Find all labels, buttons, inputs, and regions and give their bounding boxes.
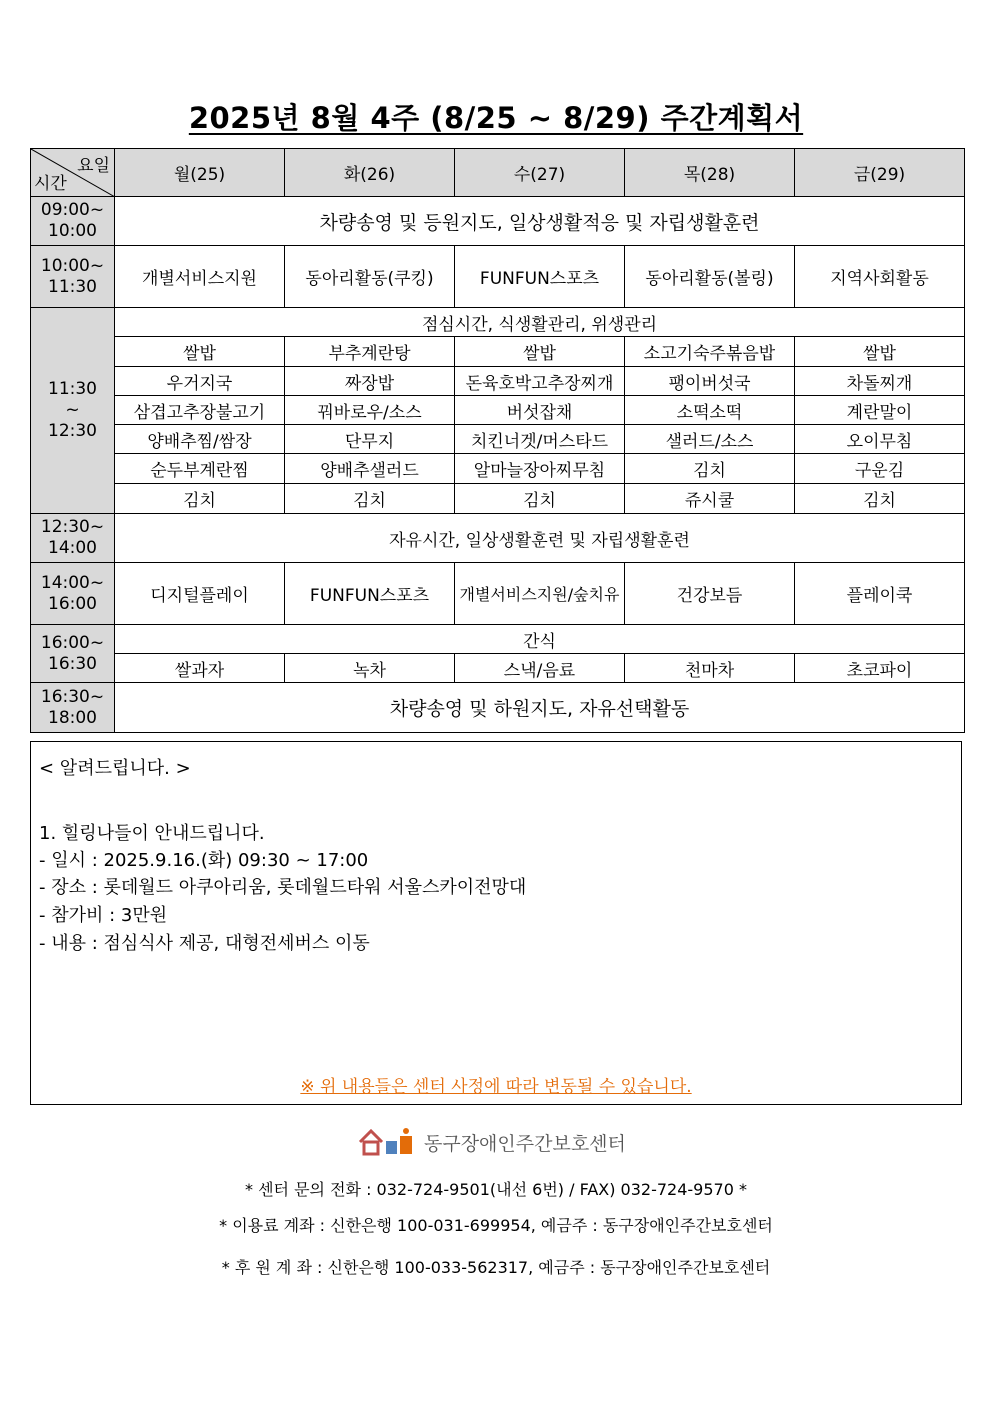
menu-item: 치킨너겟/머스타드: [455, 425, 625, 454]
menu-item: 쌀밥: [455, 337, 625, 367]
activity-cell-tue: FUNFUN스포츠: [285, 563, 455, 625]
menu-item: 돈육호박고추장찌개: [455, 367, 625, 396]
notice-box: [30, 741, 962, 1105]
footer-donation-account: * 후 원 계 좌 : 신한은행 100-033-562317, 예금주 : 동구장애인주간보호센터: [221, 1258, 771, 1277]
menu-row: [31, 425, 965, 454]
day-header-thu: 목(28): [625, 149, 795, 197]
snack-item: 쌀과자: [115, 654, 285, 683]
activity-cell-thu: 동아리활동(볼링): [625, 246, 795, 308]
weekly-plan-table: [30, 148, 965, 733]
menu-item: 샐러드/소스: [625, 425, 795, 454]
activity-merged-cell: 차량송영 및 등원지도, 일상생활적응 및 자립생활훈련: [115, 197, 965, 246]
time-end: 16:00: [48, 593, 97, 614]
menu-item: 팽이버섯국: [625, 367, 795, 396]
footer-fee-account: * 이용료 계좌 : 신한은행 100-031-699954, 예금주 : 동구장애인주간보호센터: [219, 1216, 773, 1235]
corner-header-cell: [31, 149, 115, 197]
day-label: 요일: [77, 156, 110, 176]
row-1230: [31, 514, 965, 563]
snack-heading: 간식: [115, 625, 965, 654]
center-logo: [358, 1127, 626, 1157]
menu-item: 쌀밥: [115, 337, 285, 367]
time-end: 18:00: [48, 707, 97, 728]
time-cell: [31, 246, 115, 308]
menu-item: 김치: [795, 484, 965, 514]
menu-item: 김치: [285, 484, 455, 514]
menu-item: 양배추샐러드: [285, 454, 455, 484]
time-start: 16:30~: [40, 686, 105, 707]
lunch-heading: 점심시간, 식생활관리, 위생관리: [115, 308, 965, 337]
activity-cell-thu: 건강보듬: [625, 563, 795, 625]
time-start: 11:30: [48, 379, 97, 399]
time-start: 16:00~: [40, 632, 105, 653]
activity-cell-fri: 지역사회활동: [795, 246, 965, 308]
header-row: [31, 149, 965, 197]
menu-item: 단무지: [285, 425, 455, 454]
time-cell-snack: [31, 625, 115, 683]
time-end: 11:30: [48, 276, 97, 297]
snack-item: 녹차: [285, 654, 455, 683]
time-start: 10:00~: [40, 255, 105, 276]
notice-line-place: - 장소 : 롯데월드 아쿠아리움, 롯데월드타워 서울스카이전망대: [39, 877, 527, 898]
activity-cell-mon: 디지털플레이: [115, 563, 285, 625]
menu-item: 쥬시쿨: [625, 484, 795, 514]
time-cell: [31, 197, 115, 246]
menu-item: 구운김: [795, 454, 965, 484]
row-1000: [31, 246, 965, 308]
menu-item: 김치: [455, 484, 625, 514]
activity-cell-wed: 개별서비스지원/숲치유: [455, 563, 625, 625]
footer-phone: * 센터 문의 전화 : 032-724-9501(내선 6번) / FAX) 032-724-9570 *: [245, 1180, 747, 1199]
time-start: 09:00~: [40, 200, 105, 220]
menu-item: 소고기숙주볶음밥: [625, 337, 795, 367]
menu-item: 삼겹고추장불고기: [115, 396, 285, 425]
menu-item: 소떡소떡: [625, 396, 795, 425]
snack-item: 천마차: [625, 654, 795, 683]
time-cell: [31, 683, 115, 733]
row-1630: [31, 683, 965, 733]
menu-item: 버섯잡채: [455, 396, 625, 425]
menu-item: 오이무침: [795, 425, 965, 454]
notice-line-date: - 일시 : 2025.9.16.(화) 09:30 ~ 17:00: [39, 850, 369, 871]
activity-merged-cell: 자유시간, 일상생활훈련 및 자립생활훈련: [115, 514, 965, 563]
activity-cell-fri: 플레이쿡: [795, 563, 965, 625]
notice-warning: ※ 위 내용들은 센터 사정에 따라 변동될 수 있습니다.: [300, 1077, 692, 1097]
center-logo-icon: [358, 1128, 416, 1156]
page-title: 2025년 8월 4주 (8/25 ~ 8/29) 주간계획서: [188, 101, 804, 135]
row-1400: [31, 563, 965, 625]
menu-row: [31, 337, 965, 367]
activity-merged-cell: 차량송영 및 하원지도, 자유선택활동: [115, 683, 965, 733]
menu-item: 부추계란탕: [285, 337, 455, 367]
menu-item: 꿔바로우/소스: [285, 396, 455, 425]
time-label: 시간: [34, 174, 67, 194]
center-logo-text: 동구장애인주간보호센터: [424, 1132, 626, 1155]
time-cell-lunch: [31, 308, 115, 514]
menu-row: [31, 484, 965, 514]
menu-item: 차돌찌개: [795, 367, 965, 396]
time-end: 14:00: [48, 538, 97, 558]
menu-item: 양배추찜/쌈장: [115, 425, 285, 454]
time-cell: [31, 514, 115, 563]
notice-item-title: 1. 힐링나들이 안내드립니다.: [39, 823, 265, 844]
time-cell: [31, 563, 115, 625]
time-end: 16:30: [48, 653, 97, 674]
menu-item: 순두부계란찜: [115, 454, 285, 484]
day-header-wed: 수(27): [455, 149, 625, 197]
activity-cell-wed: FUNFUN스포츠: [455, 246, 625, 308]
lunch-heading-row: [31, 308, 965, 337]
time-end: 10:00: [48, 221, 97, 241]
day-header-fri: 금(29): [795, 149, 965, 197]
notice-line-content: - 내용 : 점심식사 제공, 대형전세버스 이동: [39, 933, 370, 954]
menu-item: 짜장밥: [285, 367, 455, 396]
time-tilde: ~: [65, 400, 80, 420]
notice-line-fee: - 참가비 : 3만원: [39, 905, 168, 926]
time-start: 12:30~: [40, 517, 105, 537]
page-title-wrap: [0, 96, 992, 137]
row-0900: [31, 197, 965, 246]
menu-item: 계란말이: [795, 396, 965, 425]
snack-item: 초코파이: [795, 654, 965, 683]
menu-item: 김치: [115, 484, 285, 514]
activity-cell-mon: 개별서비스지원: [115, 246, 285, 308]
menu-item: 쌀밥: [795, 337, 965, 367]
snack-heading-row: [31, 625, 965, 654]
menu-row: [31, 396, 965, 425]
menu-item: 알마늘장아찌무침: [455, 454, 625, 484]
snack-row: [31, 654, 965, 683]
menu-row: [31, 367, 965, 396]
activity-cell-tue: 동아리활동(쿠킹): [285, 246, 455, 308]
day-header-mon: 월(25): [115, 149, 285, 197]
time-end: 12:30: [48, 421, 97, 441]
time-start: 14:00~: [40, 572, 105, 593]
snack-item: 스낵/음료: [455, 654, 625, 683]
notice-heading: < 알려드립니다. >: [39, 758, 191, 779]
menu-row: [31, 454, 965, 484]
day-header-tue: 화(26): [285, 149, 455, 197]
menu-item: 우거지국: [115, 367, 285, 396]
menu-item: 김치: [625, 454, 795, 484]
